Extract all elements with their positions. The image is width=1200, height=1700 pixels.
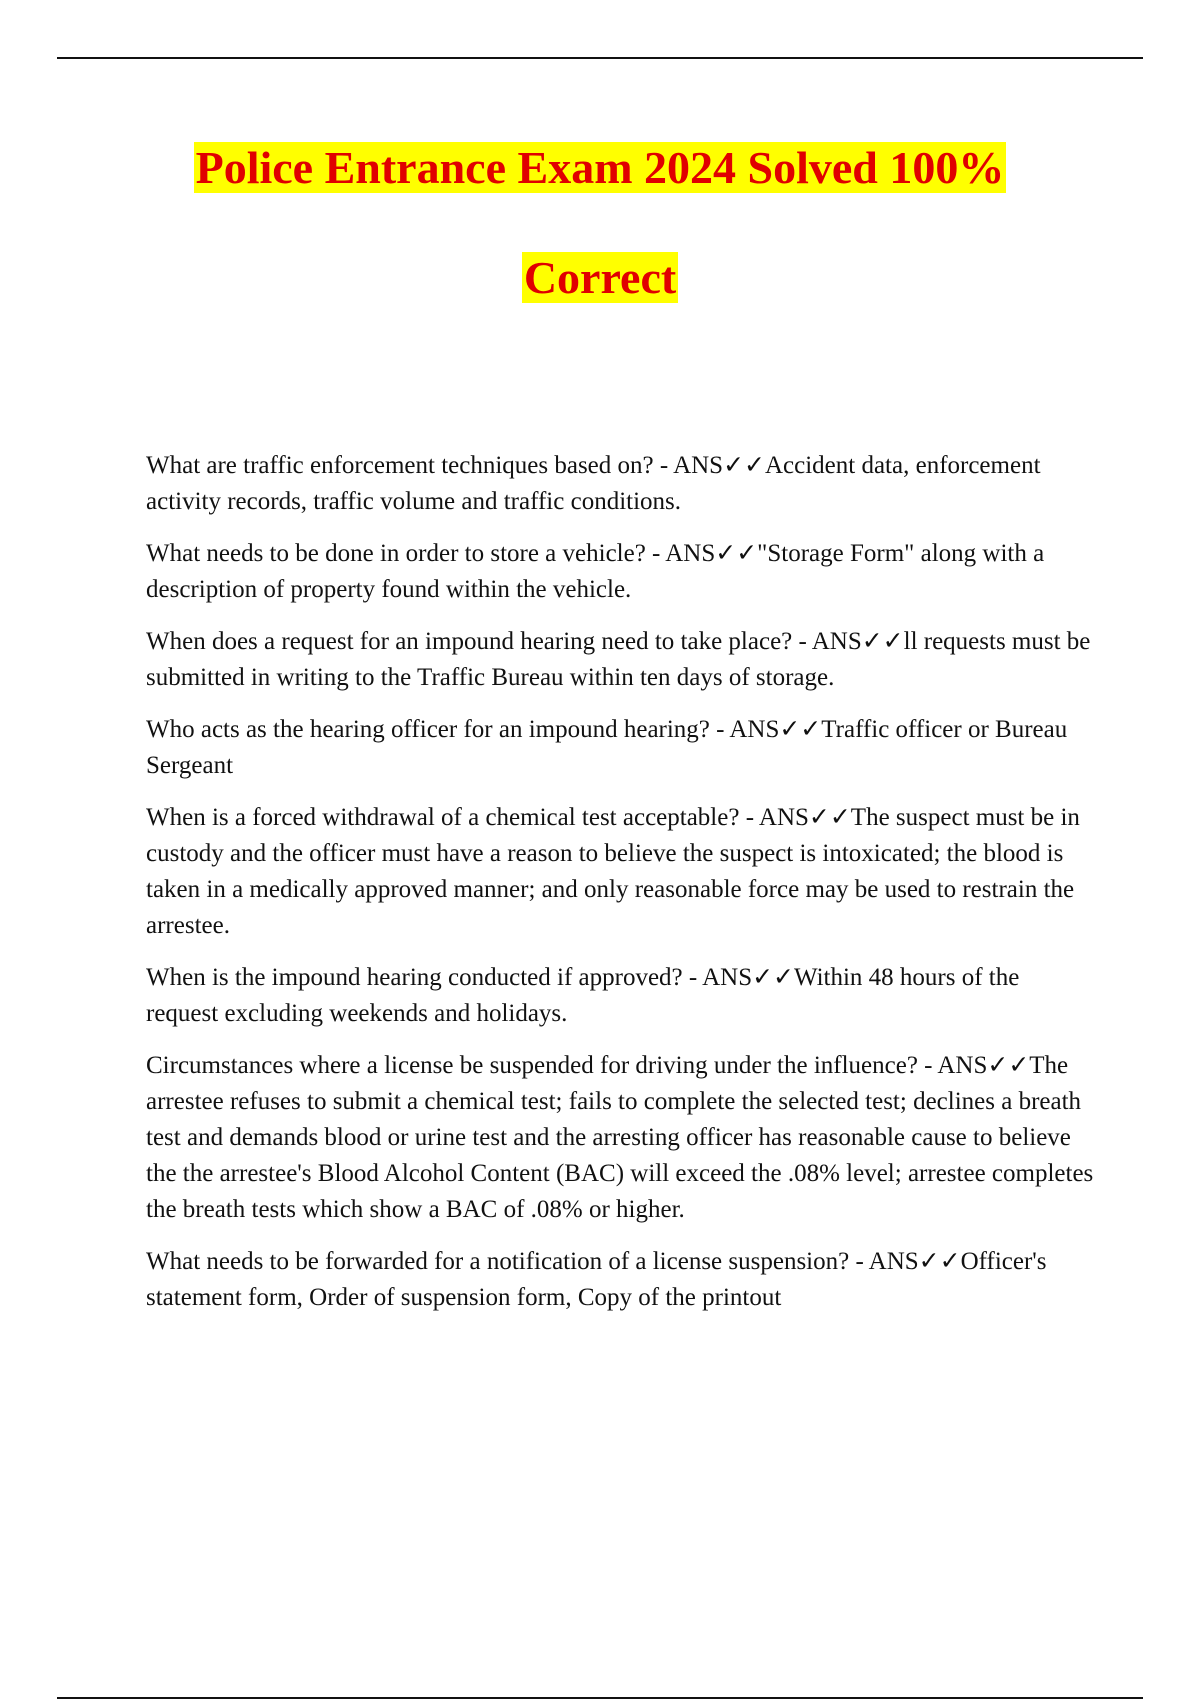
qa-item: What are traffic enforcement techniques based on? - ANS✓✓Accident data, enforcement activity records, traffic volume and traffic conditions. <box>146 452 1041 515</box>
qa-item: When is a forced withdrawal of a chemical test acceptable? - ANS✓✓The suspect must be in custody and the officer must have a reason to believe the suspect is intoxicated; the blood is taken in a medically approved manner; and only reasonable force may be used to restrain the arrestee. <box>146 804 1080 939</box>
title-text-2: Correct <box>523 252 677 303</box>
qa-item: What needs to be done in order to store a vehicle? - ANS✓✓"Storage Form" along with a description of property found within the vehicle. <box>146 540 1045 603</box>
title-line-2 <box>522 248 678 308</box>
qa-list <box>146 448 1096 1332</box>
qa-item: Circumstances where a license be suspended for driving under the influence? - ANS✓✓The arrestee refuses to submit a chemical test; fails to complete the selected test; declines a breath test and demands blood or urine test and the arresting officer has reasonable cause to believe the the arrestee's Blood Alcohol Content (BAC) will exceed the .08% level; arrestee completes the breath tests which show a BAC of .08% or higher. <box>146 1052 1094 1223</box>
qa-item: Who acts as the hearing officer for an impound hearing? - ANS✓✓Traffic officer or Bureau Sergeant <box>146 716 1068 779</box>
top-divider <box>57 57 1143 59</box>
title-text-1: Police Entrance Exam 2024 Solved 100% <box>195 142 1005 193</box>
title-line-1 <box>194 138 1007 198</box>
page-title <box>0 138 1200 308</box>
bottom-divider <box>57 1697 1143 1699</box>
qa-item: What needs to be forwarded for a notification of a license suspension? - ANS✓✓Officer's statement form, Order of suspension form, Copy of the printout <box>146 1248 1047 1311</box>
qa-item: When does a request for an impound hearing need to take place? - ANS✓✓ll requests must be submitted in writing to the Traffic Bureau within ten days of storage. <box>146 628 1091 691</box>
qa-item: When is the impound hearing conducted if approved? - ANS✓✓Within 48 hours of the request excluding weekends and holidays. <box>146 964 1020 1027</box>
